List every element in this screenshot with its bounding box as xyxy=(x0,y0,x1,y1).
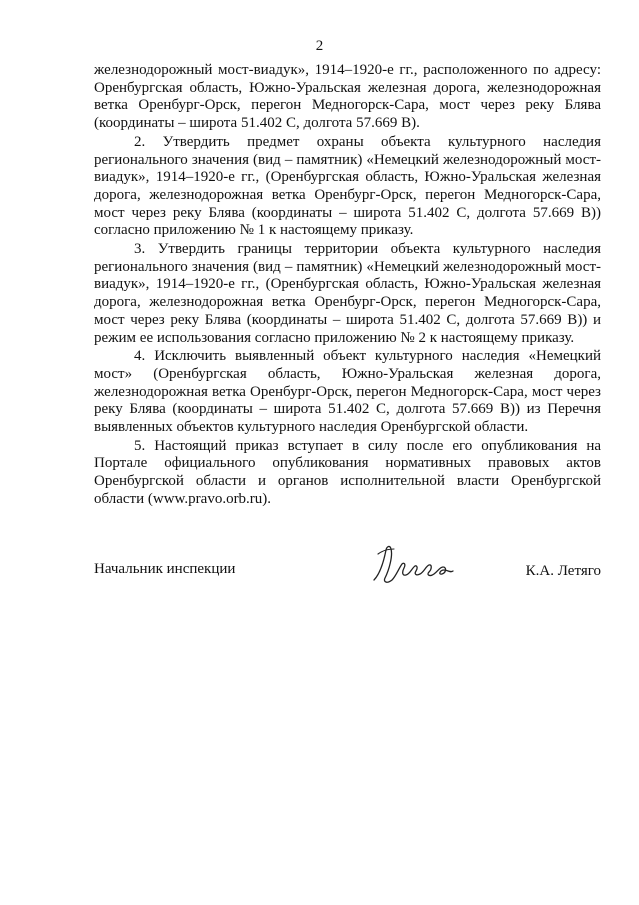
document-body xyxy=(94,62,601,510)
paragraph-item-4: 4. Исключить выявленный объект культурного наследия «Немецкий мост» (Оренбургская область, Южно-Уральская железная дорога, железнодорожная ветка Оренбург-Орск, перегон Медногорск-Сара, мост через реку Блява (координаты – широта 51.402 С, долгота 57.669 В)) из Перечня выявленных объектов культурного наследия Оренбургской области. xyxy=(94,348,601,436)
paragraph-continuation: железнодорожный мост-виадук», 1914–1920-е гг., расположенного по адресу: Оренбургская область, Южно-Уральская железная дорога, железнодорожная ветка Оренбург-Орск, перегон Медногорск-Сара, мост через реку Блява (координаты – широта 51.402 С, долгота 57.669 В). xyxy=(94,62,601,132)
signatory-position: Начальник инспекции xyxy=(94,561,236,577)
paragraph-item-2: 2. Утвердить предмет охраны объекта культурного наследия регионального значения (вид – памятник) «Немецкий железнодорожный мост-виадук», 1914–1920-е гг., (Оренбургская область, Южно-Уральская железная дорога, железнодорожная ветка Оренбург-Орск, перегон Медногорск-Сара, мост через реку Блява (координаты – широта 51.402 С, долгота 57.669 В)) согласно приложению № 1 к настоящему приказу. xyxy=(94,133,601,239)
handwritten-signature xyxy=(366,540,458,588)
paragraph-item-5: 5. Настоящий приказ вступает в силу после его опубликования на Портале официального опубликования нормативных правовых актов Оренбургской области и органов исполнительной власти Оренбургской области (www.pravo.orb.ru). xyxy=(94,437,601,507)
page-number: 2 xyxy=(315,38,324,54)
signature-block xyxy=(94,540,601,600)
signatory-name: К.А. Летяго xyxy=(525,563,601,579)
paragraph-item-3: 3. Утвердить границы территории объекта культурного наследия регионального значения (вид – памятник) «Немецкий железнодорожный мост-виадук», 1914–1920-е гг., (Оренбургская область, Южно-Уральская железная дорога, железнодорожная ветка Оренбург-Орск, перегон Медногорск-Сара, мост через реку Блява (координаты – широта 51.402 С, долгота 57.669 В)) и режим ее использования согласно приложению № 2 к настоящему приказу. xyxy=(94,241,601,346)
